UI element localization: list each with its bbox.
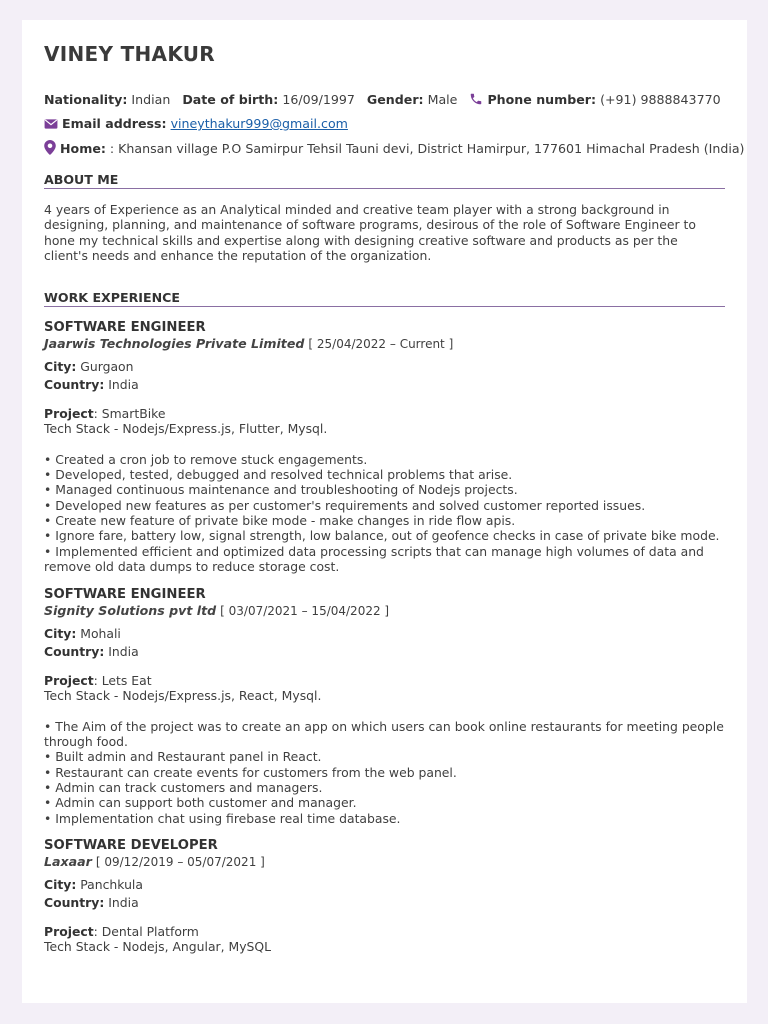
job-project [44,673,725,688]
tech-stack: Tech Stack - Nodejs, Angular, MySQL [44,939,272,955]
job-country [44,894,725,912]
city-value: Mohali [80,626,121,641]
phone-value: (+91) 9888843770 [600,92,721,107]
job-city [44,625,725,643]
list-item: • Created a cron job to remove stuck engagements. [44,451,368,467]
resume-page [22,20,747,1003]
candidate-name: VINEY THAKUR [44,42,216,66]
project-label: Project [44,406,94,421]
employer-line [44,603,725,619]
email-label: Email address: [62,116,167,131]
job-dates: [ 25/04/2022 – Current ] [308,337,454,351]
employer-name: Laxaar [44,854,92,869]
gender-label: Gender: [366,92,424,107]
project-label: Project [44,673,94,688]
job-country [44,643,725,661]
city-value: Gurgaon [80,359,134,374]
job-entry [44,320,725,574]
personal-info-line [44,92,721,110]
list-item: • Ignore fare, battery low, signal strength, low balance, out of geofence checks in case of private bike mode. [44,528,720,544]
list-item: • Restaurant can create events for customers from the web panel. [44,764,457,780]
job-bullets [44,719,725,826]
home-value: : Khansan village P.O Samirpur Tehsil Tauni devi, District Hamirpur, 177601 Himachal Pradesh (India) [109,141,745,156]
country-label: Country: [44,377,105,392]
email-link[interactable]: vineythakur999@gmail.com [170,116,348,131]
list-item: • Create new feature of private bike mode - make changes in ride flow apis. [44,513,516,528]
list-item: • Implemented efficient and optimized data processing scripts that can manage high volumes of data and remove old data dumps to reduce storage cost. [44,543,704,574]
list-item: • Built admin and Restaurant panel in React. [44,749,322,765]
job-dates: [ 09/12/2019 – 05/07/2021 ] [95,855,265,869]
country-value: India [108,377,139,392]
country-label: Country: [44,644,105,659]
phone-icon [469,92,483,110]
employer-name: Jaarwis Technologies Private Limited [44,336,305,351]
list-item: • Managed continuous maintenance and troubleshooting of Nodejs projects. [44,482,518,498]
job-project [44,406,725,421]
job-entry [44,587,725,826]
city-label: City: [44,359,77,374]
employer-name: Signity Solutions pvt ltd [44,603,217,618]
project-value: : Lets Eat [93,673,152,688]
tech-stack: Tech Stack - Nodejs/Express.js, Flutter, Mysql. [44,421,328,437]
nationality-value: Indian [131,92,171,107]
about-me-heading: ABOUT ME [44,173,725,189]
project-value: : Dental Platform [93,924,199,939]
project-label: Project [44,924,94,939]
country-value: India [108,644,139,659]
city-value: Panchkula [80,877,143,892]
employer-line [44,336,725,352]
job-title: SOFTWARE ENGINEER [44,587,206,602]
employer-line [44,854,725,870]
job-city [44,876,725,894]
list-item: • Developed new features as per customer's requirements and solved customer reported issues. [44,497,646,513]
job-project [44,924,725,939]
dob-label: Date of birth: [182,92,279,107]
resume-content [44,42,745,955]
location-pin-icon [44,140,56,159]
country-value: India [108,895,139,910]
list-item: • The Aim of the project was to create an app on which users can book online restaurants for meeting people through food. [44,718,724,750]
phone-label: Phone number: [487,92,597,107]
job-entry [44,838,725,955]
job-country [44,376,725,394]
list-item: • Developed, tested, debugged and resolved technical problems that arise. [44,467,513,483]
job-bullets [44,452,725,574]
job-title: SOFTWARE DEVELOPER [44,838,218,853]
list-item: • Implementation chat using firebase real time database. [44,810,401,826]
list-item: • Admin can track customers and managers. [44,780,323,795]
project-value: : SmartBike [93,406,166,421]
job-title: SOFTWARE ENGINEER [44,320,206,335]
city-label: City: [44,877,77,892]
home-label: Home: [60,141,106,156]
job-city [44,358,725,376]
gender-value: Male [427,92,458,107]
work-experience-heading: WORK EXPERIENCE [44,291,725,307]
job-dates: [ 03/07/2021 – 15/04/2022 ] [220,604,390,618]
list-item: • Admin can support both customer and manager. [44,795,357,811]
tech-stack: Tech Stack - Nodejs/Express.js, React, Mysql. [44,688,322,704]
country-label: Country: [44,895,105,910]
envelope-icon [44,118,58,134]
city-label: City: [44,626,77,641]
address-line [44,140,744,159]
dob-value: 16/09/1997 [282,92,355,107]
email-line [44,116,348,134]
about-me-text: 4 years of Experience as an Analytical minded and creative team player with a strong background in designing, planning, and maintenance of software programs, desirous of the role of Software Engineer to hone my technical skills and expertise along with designing creative software and products as per the client's needs and enhance the reputation of the organization. [44,202,697,264]
nationality-label: Nationality: [44,92,128,107]
